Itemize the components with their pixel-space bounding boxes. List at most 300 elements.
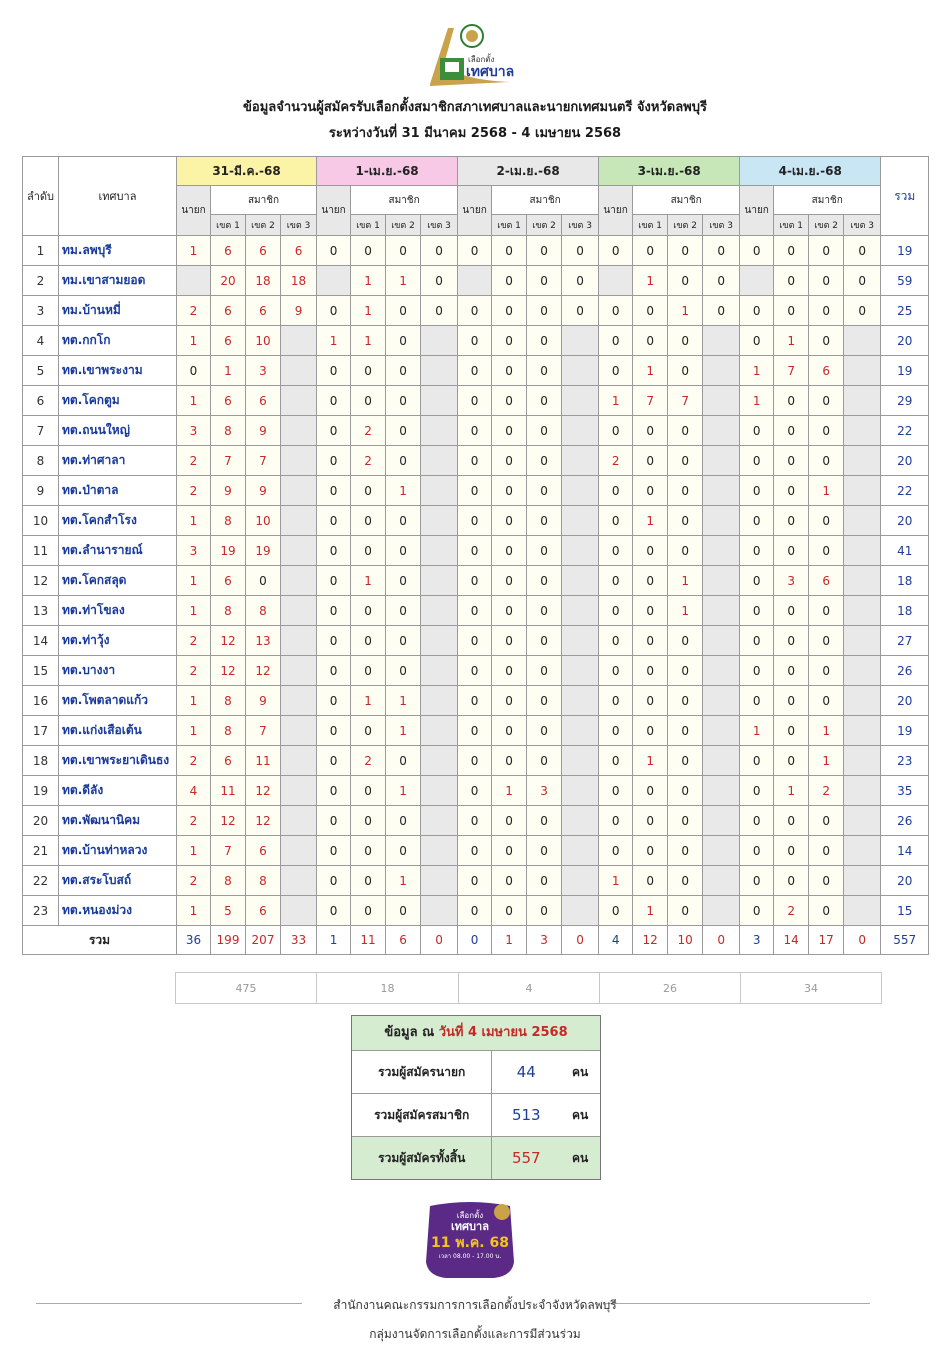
mayor-count-cell (599, 266, 633, 296)
member-count-cell: 1 (668, 596, 703, 626)
municipality-name: ทต.หนองม่วง (59, 896, 177, 926)
member-count-cell: 6 (211, 326, 246, 356)
member-count-cell: 0 (246, 566, 281, 596)
member-count-cell (844, 686, 881, 716)
badge-line1: เลือกตั้ง (456, 1211, 484, 1220)
row-total: 15 (881, 896, 929, 926)
member-count-cell (844, 746, 881, 776)
member-count-cell: 0 (844, 236, 881, 266)
member-count-cell: 0 (668, 506, 703, 536)
row-number: 2 (23, 266, 59, 296)
row-total: 19 (881, 356, 929, 386)
row-number: 14 (23, 626, 59, 656)
member-count-cell: 0 (668, 266, 703, 296)
member-count-cell: 0 (386, 596, 421, 626)
member-count-cell: 0 (633, 836, 668, 866)
member-count-cell (703, 596, 740, 626)
member-count-cell (844, 776, 881, 806)
table-row (23, 446, 929, 476)
mayor-count-cell: 1 (177, 896, 211, 926)
mayor-count-cell: 1 (177, 836, 211, 866)
summary-unit: คน (571, 1107, 589, 1122)
mayor-count-cell: 0 (599, 536, 633, 566)
member-count-cell: 0 (386, 896, 421, 926)
mayor-count-cell: 0 (740, 896, 774, 926)
member-count-cell: 0 (668, 806, 703, 836)
mayor-count-cell: 0 (740, 746, 774, 776)
member-count-cell: 9 (246, 416, 281, 446)
member-count-cell (844, 536, 881, 566)
member-count-cell (281, 446, 317, 476)
mayor-count-cell: 0 (599, 626, 633, 656)
mayor-count-cell: 0 (599, 326, 633, 356)
member-count-cell: 6 (809, 356, 844, 386)
mayor-count-cell: 0 (599, 356, 633, 386)
mayor-count-cell: 2 (177, 806, 211, 836)
zone-header: เขต 3 (844, 215, 881, 236)
member-count-cell: 1 (668, 296, 703, 326)
mayor-count-cell: 0 (317, 416, 351, 446)
member-count-cell: 12 (246, 656, 281, 686)
member-count-cell: 0 (527, 356, 562, 386)
mayor-count-cell: 0 (317, 776, 351, 806)
member-count-cell (844, 596, 881, 626)
member-count-cell (562, 866, 599, 896)
sum-cell: 0 (562, 926, 599, 955)
member-count-cell: 7 (668, 386, 703, 416)
zone-header: เขต 2 (527, 215, 562, 236)
day-total: 26 (600, 973, 741, 1004)
row-total: 18 (881, 566, 929, 596)
sum-cell: 207 (246, 926, 281, 955)
member-count-cell (844, 326, 881, 356)
member-count-cell (421, 536, 458, 566)
member-count-cell (562, 326, 599, 356)
member-count-cell (281, 416, 317, 446)
day-total: 34 (741, 973, 882, 1004)
day-total: 4 (459, 973, 600, 1004)
member-count-cell: 11 (246, 746, 281, 776)
member-header: สมาชิก (351, 186, 458, 215)
member-count-cell: 1 (774, 326, 809, 356)
zone-header: เขต 3 (421, 215, 458, 236)
member-count-cell: 1 (492, 776, 527, 806)
member-count-cell: 0 (562, 296, 599, 326)
table-row (23, 716, 929, 746)
member-count-cell: 0 (774, 536, 809, 566)
summary-header (352, 1016, 600, 1051)
member-count-cell: 0 (386, 236, 421, 266)
municipality-name: ทต.ถนนใหญ่ (59, 416, 177, 446)
mayor-count-cell: 1 (599, 386, 633, 416)
member-count-cell: 1 (351, 296, 386, 326)
member-count-cell: 11 (211, 776, 246, 806)
member-count-cell: 0 (809, 416, 844, 446)
member-count-cell: 7 (211, 836, 246, 866)
zone-header: เขต 2 (386, 215, 421, 236)
member-count-cell: 0 (809, 836, 844, 866)
row-total: 18 (881, 596, 929, 626)
municipality-name: ทต.ท่าโขลง (59, 596, 177, 626)
mayor-count-cell: 2 (177, 656, 211, 686)
row-number: 3 (23, 296, 59, 326)
member-count-cell (703, 566, 740, 596)
member-count-cell (421, 806, 458, 836)
member-count-cell: 0 (809, 296, 844, 326)
mayor-count-cell: 0 (740, 596, 774, 626)
member-count-cell: 9 (246, 686, 281, 716)
member-count-cell: 6 (211, 236, 246, 266)
member-count-cell: 0 (562, 266, 599, 296)
member-count-cell: 8 (211, 416, 246, 446)
mayor-count-cell: 2 (177, 626, 211, 656)
member-count-cell: 0 (668, 326, 703, 356)
zone-header: เขต 1 (492, 215, 527, 236)
member-count-cell: 0 (492, 626, 527, 656)
member-count-cell (562, 596, 599, 626)
member-count-cell: 6 (809, 566, 844, 596)
member-count-cell (281, 806, 317, 836)
table-row (23, 806, 929, 836)
mayor-count-cell: 1 (177, 596, 211, 626)
member-count-cell: 0 (527, 656, 562, 686)
table-row (23, 566, 929, 596)
table-row (23, 656, 929, 686)
member-count-cell (281, 476, 317, 506)
member-count-cell: 0 (774, 746, 809, 776)
member-count-cell: 0 (774, 386, 809, 416)
member-count-cell (281, 686, 317, 716)
member-count-cell: 0 (844, 296, 881, 326)
table-row (23, 356, 929, 386)
municipality-name: ทต.ลำนารายณ์ (59, 536, 177, 566)
member-count-cell: 12 (211, 806, 246, 836)
zone-header: เขต 1 (774, 215, 809, 236)
member-count-cell: 8 (211, 866, 246, 896)
member-count-cell: 0 (668, 656, 703, 686)
row-total: 19 (881, 716, 929, 746)
member-count-cell: 0 (527, 716, 562, 746)
mayor-count-cell: 0 (599, 716, 633, 746)
mayor-count-cell: 0 (458, 536, 492, 566)
mayor-count-cell: 4 (177, 776, 211, 806)
member-count-cell: 12 (211, 626, 246, 656)
member-count-cell: 1 (809, 476, 844, 506)
member-count-cell (562, 896, 599, 926)
row-number: 21 (23, 836, 59, 866)
member-count-cell: 0 (492, 446, 527, 476)
member-count-cell (281, 566, 317, 596)
mayor-count-cell: 1 (177, 566, 211, 596)
mayor-count-cell: 0 (458, 896, 492, 926)
member-count-cell: 0 (527, 866, 562, 896)
mayor-count-cell: 2 (177, 476, 211, 506)
member-count-cell (281, 626, 317, 656)
member-count-cell: 0 (774, 806, 809, 836)
sum-cell: 4 (599, 926, 633, 955)
member-count-cell: 0 (386, 356, 421, 386)
row-number: 8 (23, 446, 59, 476)
zone-header: เขต 1 (211, 215, 246, 236)
summary-header-date: วันที่ 4 เมษายน 2568 (438, 1025, 568, 1040)
day-header: 1-เม.ย.-68 (317, 157, 458, 186)
table-row (23, 896, 929, 926)
election-logo (400, 22, 550, 90)
mayor-count-cell: 0 (317, 896, 351, 926)
mayor-count-cell: 0 (599, 416, 633, 446)
member-count-cell (703, 656, 740, 686)
mayor-count-cell: 0 (317, 596, 351, 626)
member-count-cell (844, 716, 881, 746)
member-count-cell (703, 776, 740, 806)
member-count-cell: 0 (809, 626, 844, 656)
member-count-cell: 0 (809, 266, 844, 296)
member-count-cell (844, 836, 881, 866)
summary-value: 557 (511, 1149, 541, 1167)
member-count-cell: 3 (246, 356, 281, 386)
mayor-count-cell: 0 (458, 596, 492, 626)
member-count-cell: 0 (809, 896, 844, 926)
member-count-cell (844, 386, 881, 416)
mayor-count-cell: 0 (458, 386, 492, 416)
member-count-cell: 0 (492, 806, 527, 836)
member-count-cell: 0 (492, 596, 527, 626)
mayor-count-cell: 2 (599, 446, 633, 476)
row-total: 41 (881, 536, 929, 566)
member-count-cell: 0 (668, 776, 703, 806)
municipality-name: ทต.บ้านท่าหลวง (59, 836, 177, 866)
row-number: 20 (23, 806, 59, 836)
member-count-cell: 0 (703, 296, 740, 326)
member-count-cell (281, 746, 317, 776)
mayor-count-cell: 1 (599, 866, 633, 896)
member-count-cell: 0 (351, 716, 386, 746)
member-count-cell: 0 (527, 446, 562, 476)
day-header: 3-เม.ย.-68 (599, 157, 740, 186)
member-count-cell: 0 (527, 536, 562, 566)
member-count-cell (421, 356, 458, 386)
member-count-cell: 2 (351, 446, 386, 476)
summary-label: รวมผู้สมัครสมาชิก (352, 1094, 492, 1136)
sum-cell: 1 (317, 926, 351, 955)
member-count-cell: 1 (386, 716, 421, 746)
member-count-cell: 9 (281, 296, 317, 326)
member-count-cell: 0 (492, 356, 527, 386)
member-count-cell (562, 446, 599, 476)
member-count-cell: 12 (246, 806, 281, 836)
member-count-cell: 0 (492, 686, 527, 716)
municipality-name: ทต.ท่าศาลา (59, 446, 177, 476)
member-count-cell: 0 (351, 506, 386, 536)
mayor-count-cell: 0 (317, 866, 351, 896)
sum-cell: 1 (492, 926, 527, 955)
mayor-count-cell: 0 (599, 506, 633, 536)
footer-office: สำนักงานคณะกรรมการการเลือกตั้งประจำจังหวัดลพบุรี (333, 1298, 617, 1312)
table-row (23, 626, 929, 656)
member-count-cell (281, 896, 317, 926)
mayor-count-cell (317, 266, 351, 296)
member-count-cell (703, 476, 740, 506)
member-count-cell (421, 746, 458, 776)
member-count-cell: 0 (668, 446, 703, 476)
member-count-cell: 10 (246, 506, 281, 536)
mayor-count-cell: 0 (458, 416, 492, 446)
member-header: สมาชิก (211, 186, 317, 215)
member-count-cell: 0 (633, 776, 668, 806)
summary-row-mayor (352, 1051, 600, 1094)
member-count-cell: 0 (492, 716, 527, 746)
member-count-cell: 0 (633, 326, 668, 356)
member-count-cell: 8 (211, 686, 246, 716)
member-count-cell: 12 (246, 776, 281, 806)
mayor-count-cell: 0 (458, 716, 492, 746)
member-count-cell: 0 (633, 446, 668, 476)
member-count-cell: 6 (246, 836, 281, 866)
member-count-cell: 1 (386, 686, 421, 716)
row-total: 22 (881, 416, 929, 446)
sum-label: รวม (23, 926, 177, 955)
member-count-cell (844, 866, 881, 896)
member-count-cell: 0 (633, 296, 668, 326)
member-count-cell: 0 (668, 626, 703, 656)
member-count-cell: 1 (386, 776, 421, 806)
member-count-cell: 0 (527, 806, 562, 836)
member-count-cell: 0 (809, 446, 844, 476)
sum-cell: 33 (281, 926, 317, 955)
member-count-cell: 0 (351, 356, 386, 386)
mayor-count-cell: 2 (177, 746, 211, 776)
mayor-count-cell: 0 (599, 656, 633, 686)
mayor-header: นายก (317, 186, 351, 236)
mayor-count-cell: 1 (177, 326, 211, 356)
mayor-count-cell: 0 (599, 566, 633, 596)
member-count-cell: 6 (211, 296, 246, 326)
member-count-cell (703, 326, 740, 356)
member-count-cell: 1 (386, 476, 421, 506)
member-count-cell (844, 566, 881, 596)
mayor-count-cell: 0 (458, 506, 492, 536)
sum-cell: 0 (421, 926, 458, 955)
member-count-cell: 0 (527, 746, 562, 776)
member-count-cell: 0 (668, 866, 703, 896)
row-total: 35 (881, 776, 929, 806)
member-count-cell (421, 656, 458, 686)
mayor-count-cell: 0 (599, 746, 633, 776)
member-count-cell: 6 (211, 746, 246, 776)
member-count-cell: 0 (527, 416, 562, 446)
member-header: สมาชิก (492, 186, 599, 215)
member-count-cell: 2 (774, 896, 809, 926)
member-count-cell: 0 (633, 716, 668, 746)
day-header: 31-มี.ค.-68 (177, 157, 317, 186)
row-total: 20 (881, 326, 929, 356)
row-number: 9 (23, 476, 59, 506)
member-count-cell (421, 416, 458, 446)
member-count-cell: 0 (386, 836, 421, 866)
member-count-cell (281, 596, 317, 626)
member-count-cell: 0 (633, 416, 668, 446)
member-count-cell: 0 (633, 236, 668, 266)
member-count-cell: 1 (633, 506, 668, 536)
member-count-cell: 6 (246, 896, 281, 926)
municipality-name: ทม.ลพบุรี (59, 236, 177, 266)
member-count-cell (703, 866, 740, 896)
member-count-cell: 1 (386, 866, 421, 896)
mayor-count-cell: 0 (599, 836, 633, 866)
table-row (23, 476, 929, 506)
sum-cell: 0 (703, 926, 740, 955)
mayor-count-cell: 1 (177, 686, 211, 716)
col-total-header: รวม (881, 157, 929, 236)
municipality-name: ทต.เขาพระงาม (59, 356, 177, 386)
logo-main-text: เทศบาล (466, 64, 515, 80)
member-count-cell: 1 (633, 746, 668, 776)
summary-row-member (352, 1094, 600, 1137)
summary-header-prefix: ข้อมูล ณ (384, 1025, 439, 1040)
member-count-cell: 0 (668, 716, 703, 746)
member-count-cell (703, 416, 740, 446)
mayor-count-cell: 0 (458, 836, 492, 866)
municipality-name: ทม.เขาสามยอด (59, 266, 177, 296)
member-count-cell: 0 (492, 566, 527, 596)
mayor-count-cell: 0 (599, 896, 633, 926)
sum-cell: 3 (740, 926, 774, 955)
mayor-count-cell: 0 (317, 686, 351, 716)
member-count-cell: 0 (386, 296, 421, 326)
row-number: 5 (23, 356, 59, 386)
row-total: 20 (881, 506, 929, 536)
member-count-cell: 7 (774, 356, 809, 386)
member-count-cell (421, 896, 458, 926)
member-count-cell: 0 (351, 476, 386, 506)
municipality-name: ทต.กกโก (59, 326, 177, 356)
mayor-count-cell: 0 (599, 236, 633, 266)
member-count-cell: 0 (809, 596, 844, 626)
member-count-cell: 0 (351, 776, 386, 806)
member-count-cell (703, 806, 740, 836)
member-count-cell: 0 (668, 236, 703, 266)
row-number: 11 (23, 536, 59, 566)
mayor-count-cell: 0 (740, 836, 774, 866)
mayor-header: นายก (177, 186, 211, 236)
municipality-name: ทต.โพตลาดแก้ว (59, 686, 177, 716)
mayor-count-cell: 0 (458, 356, 492, 386)
member-count-cell (844, 626, 881, 656)
mayor-count-cell: 0 (740, 416, 774, 446)
member-count-cell: 0 (492, 506, 527, 536)
zone-header: เขต 2 (668, 215, 703, 236)
member-count-cell: 0 (527, 896, 562, 926)
footer-division: กลุ่มงานจัดการเลือกตั้งและการมีส่วนร่วม (369, 1327, 581, 1341)
member-count-cell: 19 (246, 536, 281, 566)
member-count-cell: 0 (809, 536, 844, 566)
member-count-cell (562, 686, 599, 716)
member-count-cell: 0 (492, 266, 527, 296)
member-count-cell: 7 (246, 716, 281, 746)
member-count-cell (281, 506, 317, 536)
member-count-cell: 0 (633, 626, 668, 656)
mayor-count-cell: 0 (458, 446, 492, 476)
member-count-cell (421, 386, 458, 416)
member-count-cell (421, 446, 458, 476)
row-number: 16 (23, 686, 59, 716)
sum-cell: 0 (458, 926, 492, 955)
summary-unit: คน (571, 1150, 589, 1165)
table-row (23, 386, 929, 416)
mayor-count-cell: 1 (740, 356, 774, 386)
member-count-cell: 0 (421, 296, 458, 326)
member-header: สมาชิก (633, 186, 740, 215)
